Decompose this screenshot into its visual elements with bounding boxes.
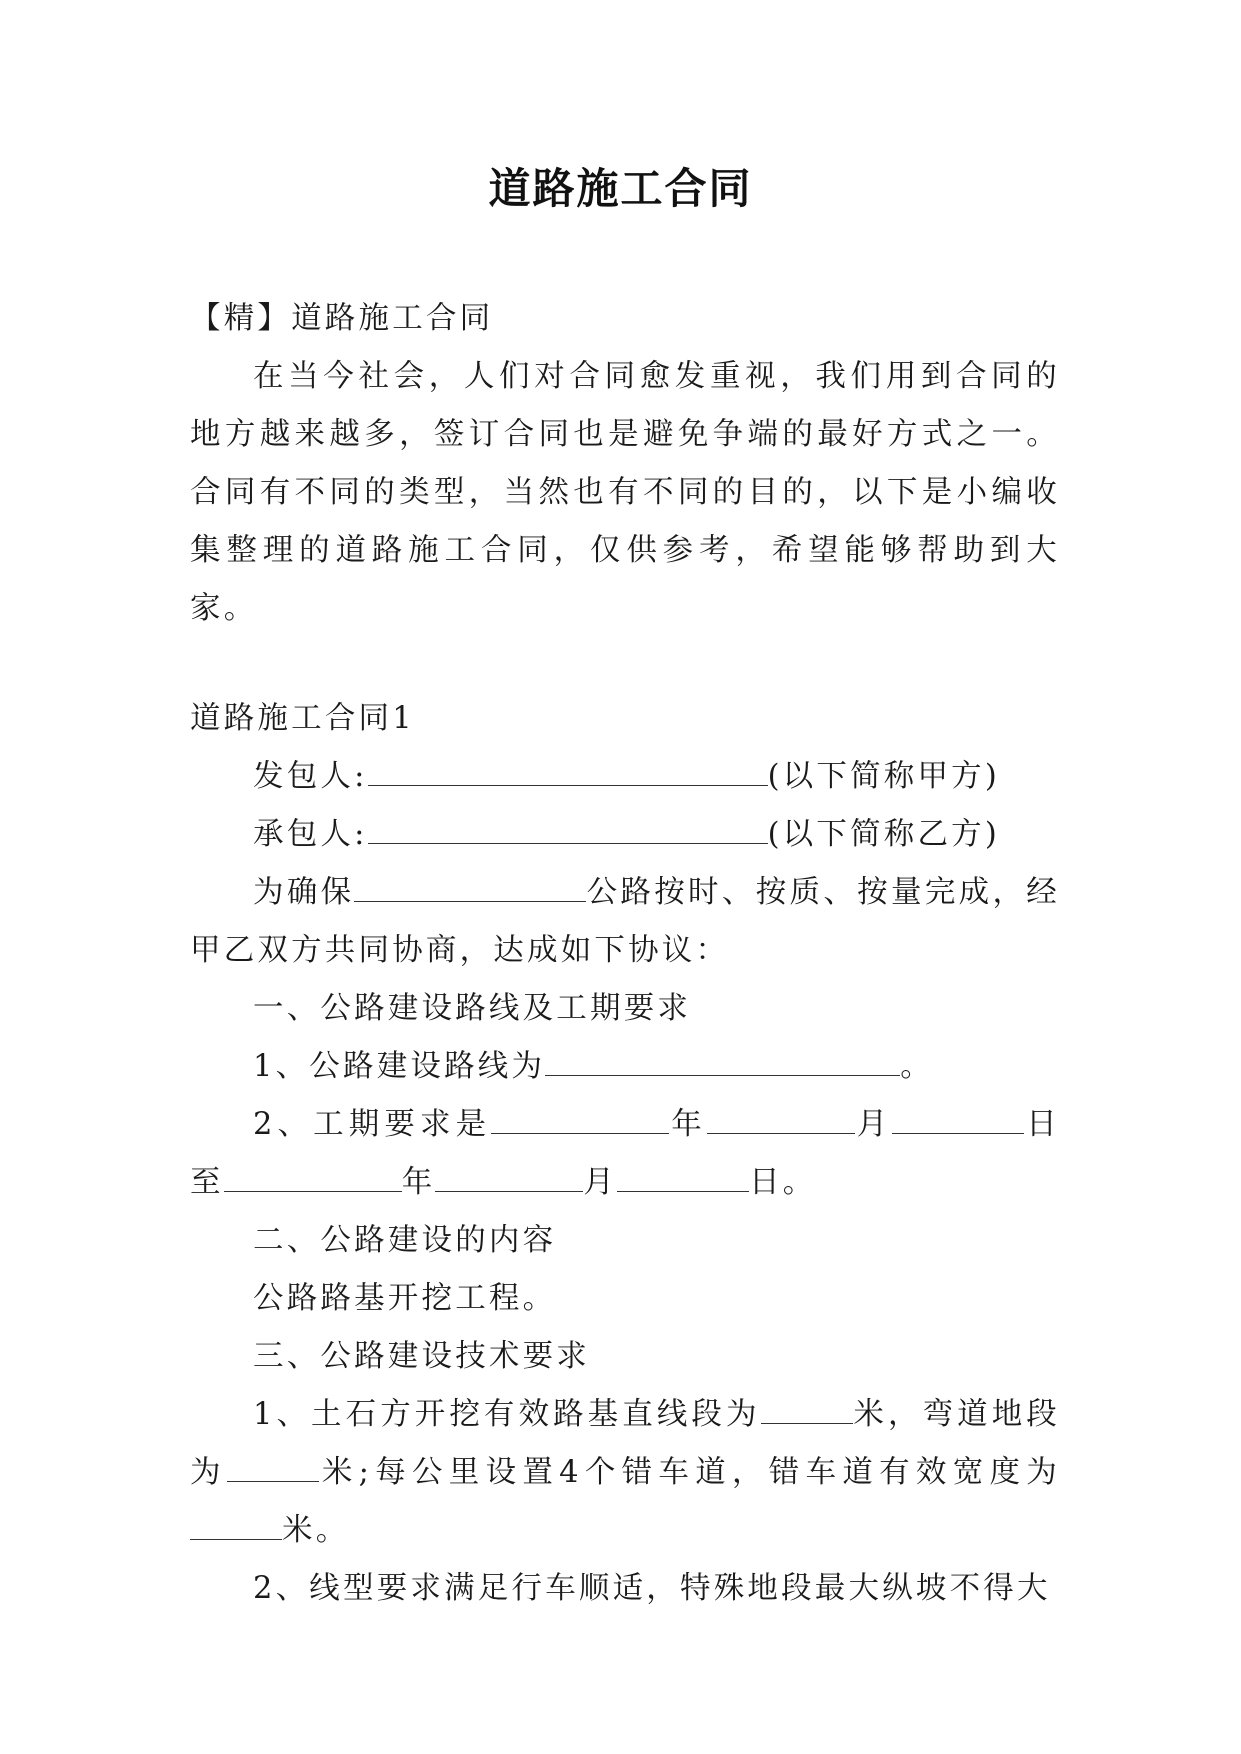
end-month-label: 月 (583, 1165, 618, 1200)
end-day-blank (617, 1161, 749, 1192)
party-a-label: 发包人: (253, 759, 368, 794)
straight-length-blank (761, 1393, 853, 1424)
section3-title: 三、公路建设技术要求 (253, 1339, 590, 1374)
curve-pre: 米，弯道地段为 (190, 1397, 1061, 1490)
road-name-blank (354, 871, 586, 902)
route-post: 。 (900, 1049, 934, 1084)
section2-title: 二、公路建设的内容 (253, 1223, 557, 1258)
party-a-blank (368, 755, 768, 786)
end-day-label: 日。 (749, 1165, 817, 1200)
route-pre: 1、公路建设路线为 (253, 1049, 546, 1084)
heading-line: 【精】道路施工合同 (190, 301, 494, 336)
party-b-suffix: (以下简称乙方) (767, 817, 1000, 852)
intro-paragraph: 在当今社会，人们对合同愈发重视，我们用到合同的地方越来越多，签订合同也是避免争端的最好方式之一。合同有不同的类型，当然也有不同的目的，以下是小编收集整理的道路施工合同，仅供参考，希望能够帮助到大家。 (190, 359, 1060, 626)
start-month-blank (707, 1103, 855, 1134)
end-year-label: 年 (401, 1165, 436, 1200)
start-day-blank (892, 1103, 1024, 1134)
document-body (190, 290, 1060, 1618)
party-a-line (190, 748, 1060, 806)
route-blank (545, 1045, 900, 1076)
start-year-label: 年 (669, 1107, 707, 1142)
end-month-blank (435, 1161, 583, 1192)
party-b-label: 承包人: (253, 817, 368, 852)
contract-title: 道路施工合同1 (190, 701, 415, 736)
purpose-paragraph (190, 864, 1060, 980)
end-year-blank (224, 1161, 402, 1192)
curve-length-blank (227, 1451, 319, 1482)
day-to-label: 日至 (190, 1107, 1060, 1200)
party-b-blank (368, 813, 768, 844)
passing-bay-text: 米;每公里设置4个错车道，错车道有效宽度为 (318, 1455, 1060, 1490)
party-b-line (190, 806, 1060, 864)
passing-width-blank (190, 1509, 282, 1540)
start-month-label: 月 (854, 1107, 893, 1142)
period-pre: 2、工期要求是 (253, 1107, 492, 1142)
section1-item2 (190, 1096, 1060, 1212)
section2-content: 公路路基开挖工程。 (253, 1281, 557, 1316)
start-year-blank (491, 1103, 669, 1134)
section1-item1 (190, 1038, 1060, 1096)
straight-pre: 1、土石方开挖有效路基直线段为 (253, 1397, 761, 1432)
section3-item2: 2、线型要求满足行车顺适，特殊地段最大纵坡不得大 (253, 1571, 1051, 1606)
document-title: 道路施工合同 (488, 164, 753, 213)
purpose-post: 公路按时、按质、按量完成，经甲乙双方共同协商，达成如下协议： (190, 875, 1060, 968)
purpose-pre: 为确保 (253, 875, 355, 910)
section1-title: 一、公路建设路线及工期要求 (253, 991, 692, 1026)
paragraph-gap (190, 638, 1060, 690)
section3-item1 (190, 1386, 1060, 1560)
passing-width-unit: 米。 (282, 1513, 350, 1548)
party-a-suffix: (以下简称甲方) (767, 759, 1000, 794)
